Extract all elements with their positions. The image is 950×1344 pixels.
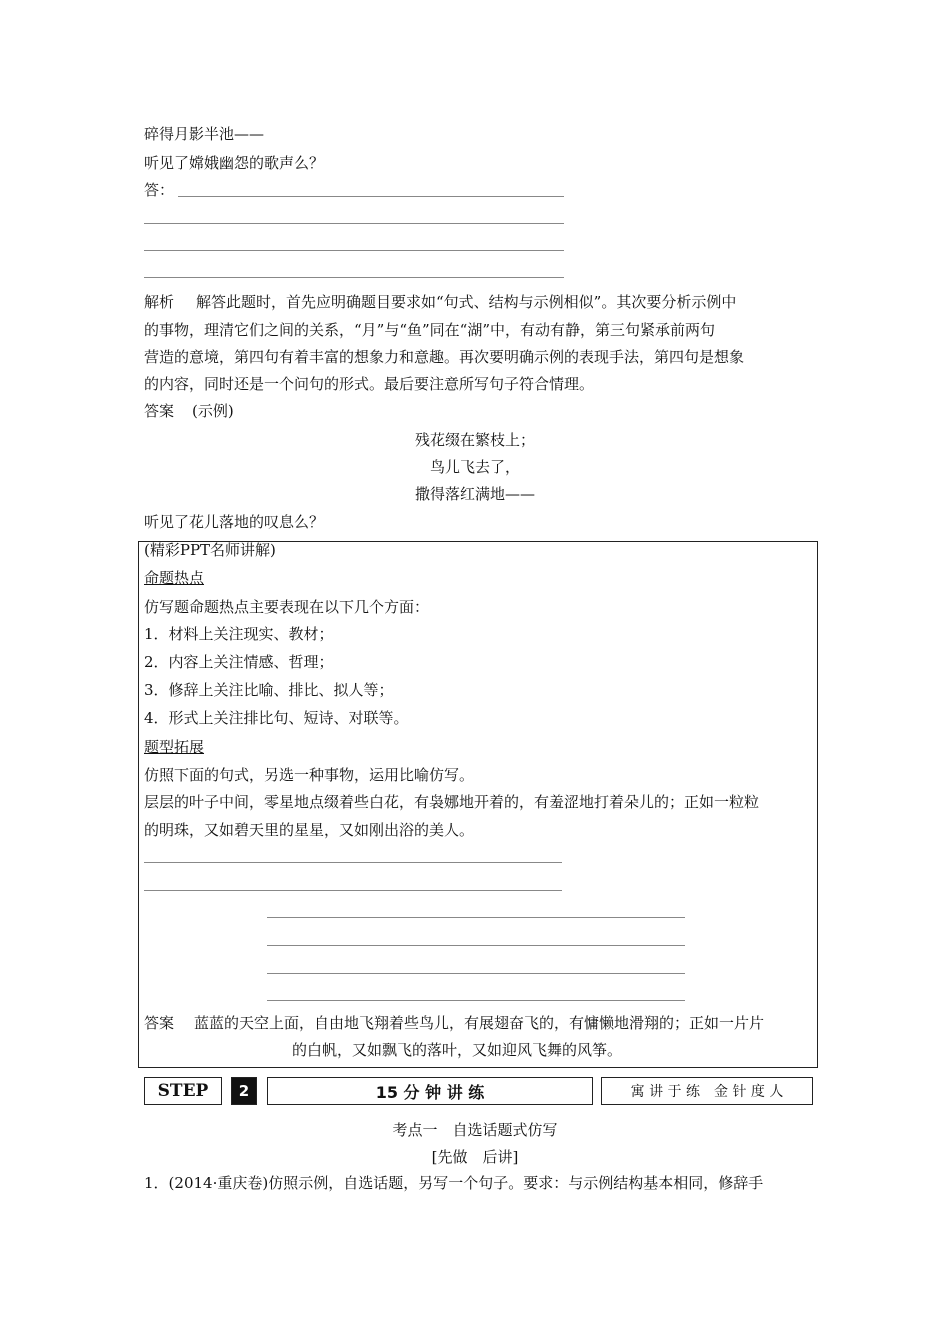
- ext-answer-blank[interactable]: [267, 973, 685, 974]
- step-label: STEP: [144, 1077, 222, 1105]
- box-answer-label: 答案: [144, 1014, 175, 1032]
- answer-section-label: 答案: [144, 402, 175, 420]
- hot-item: 3．修辞上关注比喻、排比、拟人等；: [144, 681, 394, 699]
- answer-note: (示例): [192, 402, 234, 420]
- poem-line: 听见了嫦娥幽怨的歌声么？: [144, 154, 325, 172]
- box-answer-text: 蓝蓝的天空上面，自由地飞翔着些鸟儿，有展翅奋飞的，有慵懒地滑翔的；正如一片片: [194, 1014, 765, 1032]
- answer-blank[interactable]: [144, 250, 564, 251]
- hot-intro: 仿写题命题热点主要表现在以下几个方面：: [144, 598, 430, 616]
- ext-title: 题型拓展: [144, 738, 205, 756]
- analysis-text: 解答此题时，首先应明确题目要求如“句式、结构与示例相似”。其次要分析示例中: [196, 293, 737, 311]
- hot-item: 1．材料上关注现实、教材；: [144, 625, 334, 643]
- ext-text: 的明珠，又如碧天里的星星，又如刚出浴的美人。: [144, 821, 475, 839]
- ext-text: 层层的叶子中间，零星地点缀着些白花，有袅娜地开着的，有羞涩地打着朵儿的；正如一粒粒: [144, 793, 760, 811]
- box-answer-text: 的白帆，又如飘飞的落叶，又如迎风飞舞的风筝。: [292, 1041, 623, 1059]
- ext-answer-blank[interactable]: [267, 1000, 685, 1001]
- box-header: (精彩PPT名师讲解): [144, 541, 276, 559]
- analysis-text: 的事物，理清它们之间的关系，“月”与“鱼”同在“湖”中，有动有静，第三句紧承前两句: [144, 321, 716, 339]
- ext-answer-blank[interactable]: [267, 917, 685, 918]
- ext-answer-blank[interactable]: [144, 862, 562, 863]
- answer-blank[interactable]: [178, 196, 564, 197]
- step-motto: 寓 讲 于 练 金 针 度 人: [601, 1077, 813, 1105]
- answer-poem-line: 残花缀在繁枝上；: [414, 431, 535, 449]
- question-1: 1．(2014·重庆卷)仿照示例，自选话题，另写一个句子。要求：与示例结构基本相同，修辞手: [144, 1174, 764, 1192]
- hot-item: 2．内容上关注情感、哲理；: [144, 653, 334, 671]
- analysis-text: 营造的意境，第四句有着丰富的想象力和意趣。再次要明确示例的表现手法，第四句是想象: [144, 348, 745, 366]
- ext-answer-blank[interactable]: [267, 945, 685, 946]
- analysis-text: 的内容，同时还是一个问句的形式。最后要注意所写句子符合情理。: [144, 375, 595, 393]
- section-subtitle: [先做 后讲]: [431, 1148, 519, 1166]
- answer-poem-line: 撒得落红满地——: [414, 485, 535, 503]
- poem-line: 碎得月影半池——: [144, 125, 265, 143]
- answer-blank[interactable]: [144, 223, 564, 224]
- step-number: 2: [231, 1077, 257, 1105]
- hot-title: 命题热点: [144, 569, 205, 587]
- section-title: 考点一 自选话题式仿写: [392, 1121, 558, 1139]
- ext-task: 仿照下面的句式，另选一种事物，运用比喻仿写。: [144, 766, 475, 784]
- answer-poem-line: 鸟儿飞去了，: [429, 458, 520, 476]
- step-title: 15 分 钟 讲 练: [267, 1077, 593, 1105]
- hot-item: 4．形式上关注排比句、短诗、对联等。: [144, 709, 409, 727]
- answer-poem-line: 听见了花儿落地的叹息么？: [144, 513, 325, 531]
- answer-label: 答：: [144, 181, 175, 199]
- ext-answer-blank[interactable]: [144, 890, 562, 891]
- analysis-label: 解析: [144, 293, 175, 311]
- answer-blank[interactable]: [144, 277, 564, 278]
